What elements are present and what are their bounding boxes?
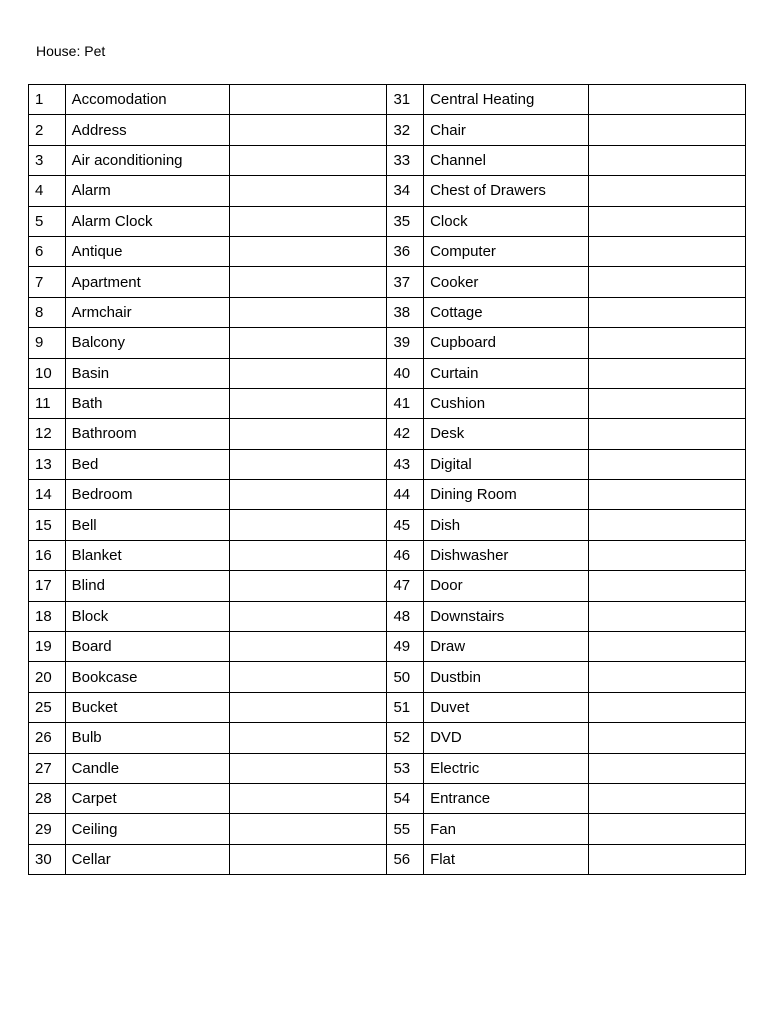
number-cell: 8 [29, 297, 66, 327]
number-cell: 3 [29, 145, 66, 175]
word-cell: Ceiling [65, 814, 230, 844]
answer-cell[interactable] [588, 388, 745, 418]
number-cell: 52 [387, 723, 424, 753]
answer-cell[interactable] [588, 267, 745, 297]
word-cell: Board [65, 632, 230, 662]
answer-cell[interactable] [588, 814, 745, 844]
number-cell: 50 [387, 662, 424, 692]
table-row [29, 267, 746, 297]
answer-cell[interactable] [230, 85, 387, 115]
word-cell: Bath [65, 388, 230, 418]
number-cell: 19 [29, 632, 66, 662]
table-row [29, 115, 746, 145]
word-cell: Bedroom [65, 480, 230, 510]
number-cell: 37 [387, 267, 424, 297]
word-cell: Curtain [424, 358, 589, 388]
table-row [29, 297, 746, 327]
table-row [29, 571, 746, 601]
word-cell: Draw [424, 632, 589, 662]
word-cell: Bell [65, 510, 230, 540]
number-cell: 49 [387, 632, 424, 662]
answer-cell[interactable] [588, 540, 745, 570]
table-row [29, 236, 746, 266]
answer-cell[interactable] [588, 753, 745, 783]
word-cell: Duvet [424, 692, 589, 722]
word-cell: Chest of Drawers [424, 176, 589, 206]
answer-cell[interactable] [230, 206, 387, 236]
table-row [29, 85, 746, 115]
number-cell: 55 [387, 814, 424, 844]
number-cell: 13 [29, 449, 66, 479]
number-cell: 39 [387, 328, 424, 358]
number-cell: 43 [387, 449, 424, 479]
number-cell: 48 [387, 601, 424, 631]
table-row [29, 176, 746, 206]
table-row [29, 540, 746, 570]
answer-cell[interactable] [588, 358, 745, 388]
answer-cell[interactable] [230, 480, 387, 510]
number-cell: 54 [387, 783, 424, 813]
number-cell: 4 [29, 176, 66, 206]
answer-cell[interactable] [230, 662, 387, 692]
table-row [29, 601, 746, 631]
answer-cell[interactable] [588, 85, 745, 115]
word-cell: Bulb [65, 723, 230, 753]
number-cell: 32 [387, 115, 424, 145]
vocabulary-table-body [29, 85, 746, 875]
answer-cell[interactable] [230, 571, 387, 601]
answer-cell[interactable] [230, 358, 387, 388]
answer-cell[interactable] [588, 510, 745, 540]
number-cell: 33 [387, 145, 424, 175]
number-cell: 35 [387, 206, 424, 236]
number-cell: 45 [387, 510, 424, 540]
word-cell: Downstairs [424, 601, 589, 631]
word-cell: Armchair [65, 297, 230, 327]
table-row [29, 844, 746, 874]
answer-cell[interactable] [588, 206, 745, 236]
document-title: House: Pet [36, 43, 106, 59]
answer-cell[interactable] [588, 480, 745, 510]
word-cell: Blind [65, 571, 230, 601]
answer-cell[interactable] [230, 753, 387, 783]
number-cell: 7 [29, 267, 66, 297]
table-row [29, 388, 746, 418]
number-cell: 46 [387, 540, 424, 570]
answer-cell[interactable] [230, 115, 387, 145]
word-cell: Flat [424, 844, 589, 874]
word-cell: Carpet [65, 783, 230, 813]
answer-cell[interactable] [230, 449, 387, 479]
number-cell: 1 [29, 85, 66, 115]
word-cell: Accomodation [65, 85, 230, 115]
answer-cell[interactable] [230, 388, 387, 418]
table-row [29, 753, 746, 783]
word-cell: Blanket [65, 540, 230, 570]
table-row [29, 783, 746, 813]
answer-cell[interactable] [588, 601, 745, 631]
word-cell: Cooker [424, 267, 589, 297]
answer-cell[interactable] [230, 601, 387, 631]
word-cell: Chair [424, 115, 589, 145]
word-cell: Basin [65, 358, 230, 388]
answer-cell[interactable] [230, 328, 387, 358]
number-cell: 28 [29, 783, 66, 813]
number-cell: 51 [387, 692, 424, 722]
answer-cell[interactable] [588, 632, 745, 662]
table-row [29, 480, 746, 510]
table-row [29, 814, 746, 844]
table-row [29, 510, 746, 540]
word-cell: Digital [424, 449, 589, 479]
word-cell: Alarm Clock [65, 206, 230, 236]
word-cell: Computer [424, 236, 589, 266]
table-row [29, 449, 746, 479]
word-cell: Dustbin [424, 662, 589, 692]
word-cell: Cottage [424, 297, 589, 327]
answer-cell[interactable] [588, 236, 745, 266]
table-row [29, 632, 746, 662]
word-cell: Apartment [65, 267, 230, 297]
word-cell: Clock [424, 206, 589, 236]
word-cell: DVD [424, 723, 589, 753]
answer-cell[interactable] [588, 115, 745, 145]
number-cell: 16 [29, 540, 66, 570]
word-cell: Desk [424, 419, 589, 449]
number-cell: 10 [29, 358, 66, 388]
table-row [29, 723, 746, 753]
answer-cell[interactable] [230, 419, 387, 449]
table-row [29, 692, 746, 722]
word-cell: Alarm [65, 176, 230, 206]
number-cell: 42 [387, 419, 424, 449]
number-cell: 44 [387, 480, 424, 510]
word-cell: Address [65, 115, 230, 145]
number-cell: 17 [29, 571, 66, 601]
number-cell: 6 [29, 236, 66, 266]
number-cell: 18 [29, 601, 66, 631]
number-cell: 38 [387, 297, 424, 327]
answer-cell[interactable] [588, 692, 745, 722]
answer-cell[interactable] [230, 540, 387, 570]
table-row [29, 419, 746, 449]
word-cell: Cushion [424, 388, 589, 418]
table-row [29, 328, 746, 358]
word-cell: Bed [65, 449, 230, 479]
word-cell: Electric [424, 753, 589, 783]
table-row [29, 662, 746, 692]
number-cell: 11 [29, 388, 66, 418]
answer-cell[interactable] [588, 783, 745, 813]
word-cell: Bookcase [65, 662, 230, 692]
word-cell: Door [424, 571, 589, 601]
word-cell: Bucket [65, 692, 230, 722]
word-cell: Antique [65, 236, 230, 266]
number-cell: 26 [29, 723, 66, 753]
answer-cell[interactable] [588, 419, 745, 449]
answer-cell[interactable] [588, 844, 745, 874]
answer-cell[interactable] [230, 297, 387, 327]
answer-cell[interactable] [230, 692, 387, 722]
table-row [29, 358, 746, 388]
number-cell: 27 [29, 753, 66, 783]
number-cell: 29 [29, 814, 66, 844]
number-cell: 40 [387, 358, 424, 388]
number-cell: 36 [387, 236, 424, 266]
table-row [29, 145, 746, 175]
answer-cell[interactable] [230, 510, 387, 540]
number-cell: 30 [29, 844, 66, 874]
answer-cell[interactable] [588, 571, 745, 601]
answer-cell[interactable] [230, 236, 387, 266]
number-cell: 2 [29, 115, 66, 145]
number-cell: 31 [387, 85, 424, 115]
word-cell: Block [65, 601, 230, 631]
word-cell: Entrance [424, 783, 589, 813]
word-cell: Central Heating [424, 85, 589, 115]
number-cell: 53 [387, 753, 424, 783]
answer-cell[interactable] [588, 297, 745, 327]
word-cell: Bathroom [65, 419, 230, 449]
word-cell: Air aconditioning [65, 145, 230, 175]
number-cell: 15 [29, 510, 66, 540]
word-cell: Cellar [65, 844, 230, 874]
vocabulary-table [28, 84, 746, 875]
answer-cell[interactable] [230, 145, 387, 175]
number-cell: 12 [29, 419, 66, 449]
word-cell: Fan [424, 814, 589, 844]
number-cell: 41 [387, 388, 424, 418]
answer-cell[interactable] [230, 176, 387, 206]
word-cell: Channel [424, 145, 589, 175]
answer-cell[interactable] [588, 449, 745, 479]
answer-cell[interactable] [230, 723, 387, 753]
answer-cell[interactable] [588, 723, 745, 753]
answer-cell[interactable] [230, 267, 387, 297]
answer-cell[interactable] [588, 145, 745, 175]
number-cell: 25 [29, 692, 66, 722]
number-cell: 14 [29, 480, 66, 510]
word-cell: Dishwasher [424, 540, 589, 570]
number-cell: 5 [29, 206, 66, 236]
word-cell: Dining Room [424, 480, 589, 510]
answer-cell[interactable] [230, 632, 387, 662]
number-cell: 9 [29, 328, 66, 358]
number-cell: 34 [387, 176, 424, 206]
answer-cell[interactable] [588, 662, 745, 692]
number-cell: 47 [387, 571, 424, 601]
word-cell: Cupboard [424, 328, 589, 358]
answer-cell[interactable] [230, 814, 387, 844]
number-cell: 56 [387, 844, 424, 874]
answer-cell[interactable] [588, 328, 745, 358]
word-cell: Candle [65, 753, 230, 783]
word-cell: Balcony [65, 328, 230, 358]
table-row [29, 206, 746, 236]
answer-cell[interactable] [230, 783, 387, 813]
answer-cell[interactable] [230, 844, 387, 874]
number-cell: 20 [29, 662, 66, 692]
answer-cell[interactable] [588, 176, 745, 206]
word-cell: Dish [424, 510, 589, 540]
